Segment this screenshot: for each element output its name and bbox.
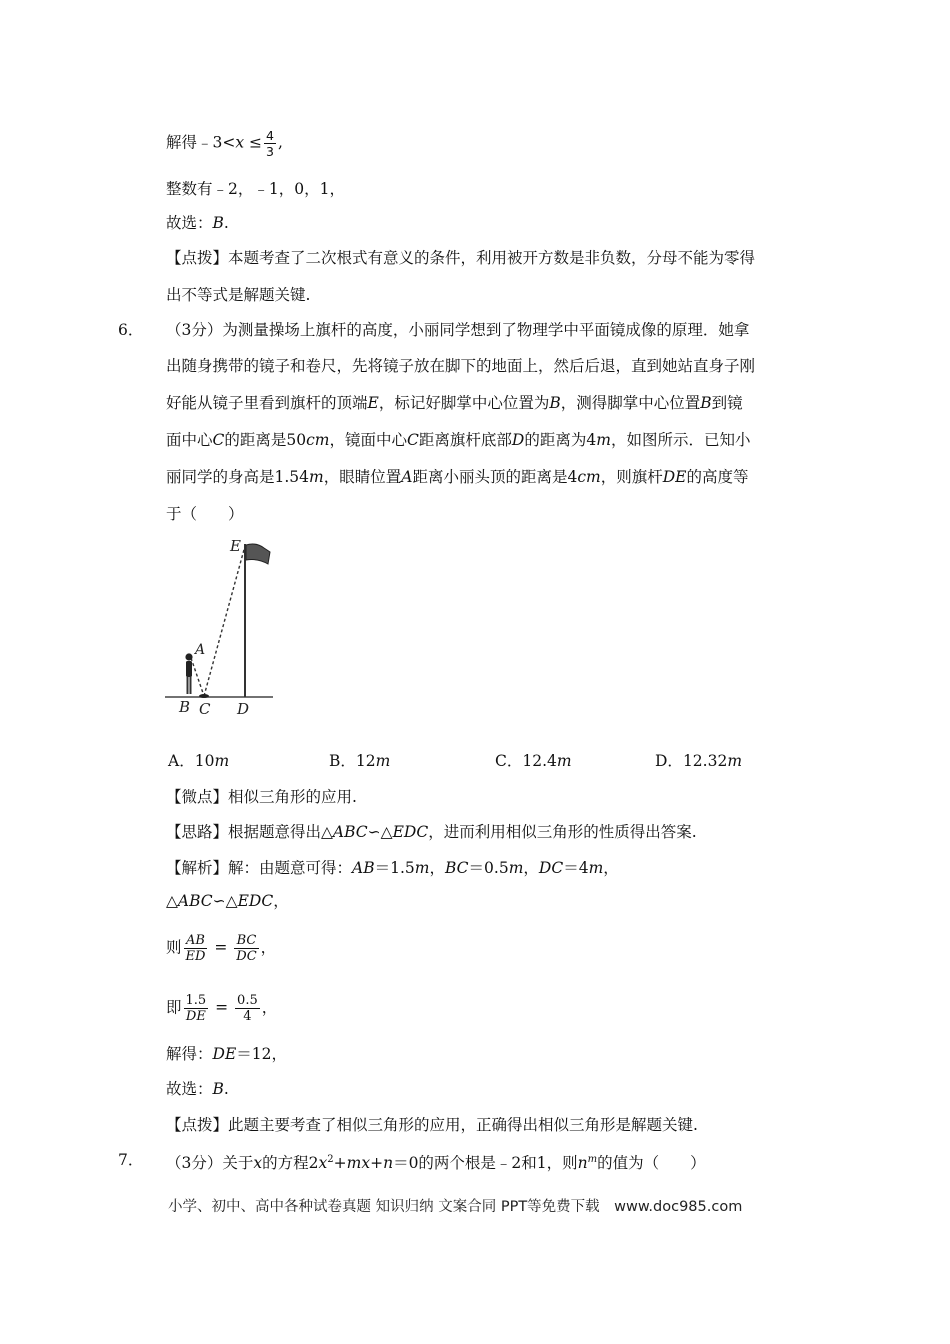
q6-solve: 解得：DE＝12， (166, 1045, 287, 1063)
q6-answer: 故选：B. (166, 1080, 229, 1098)
q6-line1: （3分）为测量操场上旗杆的高度，小丽同学想到了物理学中平面镜成像的原理．她拿 (166, 321, 750, 339)
label-C: C (199, 700, 211, 718)
q6-line6: 于（ ） (166, 505, 244, 523)
label-D: D (237, 700, 250, 718)
prev-tip-line1: 【点拨】本题考查了二次根式有意义的条件，利用被开方数是非负数，分母不能为零得 (166, 249, 756, 267)
label-E: E (230, 537, 241, 555)
option-b[interactable]: B．12m (329, 752, 391, 770)
q6-line4: 面中心C的距离是50cm，镜面中心C距离旗杆底部D的距离为4m，如图所示．已知小 (166, 431, 751, 449)
prev-solution-line1: 解得﹣3<x ≤ $\frac{4}{3}$ , (166, 128, 283, 159)
mirror (199, 694, 209, 698)
q6-weidian: 【微点】相似三角形的应用. (166, 788, 357, 806)
q6-silu: 【思路】根据题意得出△ABC∽△EDC，进而利用相似三角形的性质得出答案. (166, 823, 697, 841)
q6-line3: 好能从镜子里看到旗杆的顶端E，标记好脚掌中心位置为B，测得脚掌中心位置B到镜 (166, 394, 743, 412)
q6-jiexi: 【解析】解：由题意可得：AB＝1.5m，BC＝0.5m，DC＝4m， (166, 859, 619, 877)
option-c[interactable]: C．12.4m (495, 752, 572, 770)
q6-tip: 【点拨】此题主要考查了相似三角形的应用，正确得出相似三角形是解题关键. (166, 1116, 698, 1134)
q6-line2: 出随身携带的镜子和卷尺，先将镜子放在脚下的地面上，然后后退，直到她站直身子刚 (166, 357, 756, 375)
q6-ratio: 则 $\frac{AB}{ED}$ = $\frac{BC}{DC}$ ， (166, 933, 277, 964)
label-B: B (179, 698, 191, 716)
fraction-ab-ed: $\frac{AB}{ED}$ (185, 933, 206, 964)
option-d[interactable]: D．12.32m (655, 752, 743, 770)
question-number-6: 6． (118, 321, 144, 339)
label-A: A (195, 642, 206, 658)
fraction: $\frac{4}{3}$ (266, 128, 274, 159)
prev-tip-line2: 出不等式是解题关键. (166, 286, 311, 304)
q7-line1: （3分）关于x的方程$2x^2+mx+n=0$的两个根是﹣2和1，则$n^m$的值为（ ） (166, 1154, 706, 1173)
q6-numeric-ratio: 即 $\frac{1.5}{DE}$ = $\frac{0.5}{4}$ ， (166, 993, 278, 1024)
flagpole-figure (160, 530, 280, 720)
q6-line5: 丽同学的身高是1.54m，眼睛位置A距离小丽头顶的距离是4cm，则旗杆DE的高度等 (166, 468, 749, 486)
page-footer: 小学、初中、高中各种试卷真题 知识归纳 文案合同 PPT等免费下载 www.doc985.com (168, 1199, 743, 1215)
q6-similar: △ABC∽△EDC， (166, 892, 289, 910)
question-number-7: 7． (118, 1151, 144, 1169)
option-a[interactable]: A．10m (168, 752, 230, 770)
fraction-1-5-de: $\frac{1.5}{DE}$ (185, 993, 207, 1024)
prev-solution-line2: 整数有﹣2，﹣1，0，1， (166, 180, 345, 198)
fraction-0-5-4: $\frac{0.5}{4}$ (237, 993, 258, 1024)
fraction-bc-dc: $\frac{BC}{DC}$ (236, 933, 257, 964)
prev-answer: 故选：B. (166, 214, 229, 232)
